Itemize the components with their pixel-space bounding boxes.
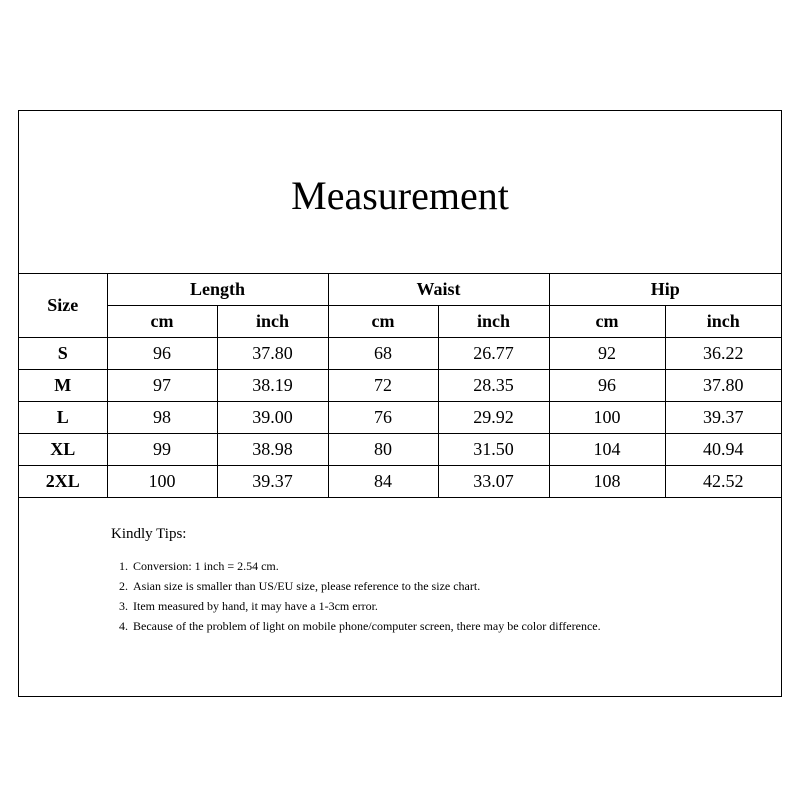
measurement-cell: 98	[107, 402, 217, 434]
table-row	[19, 370, 781, 402]
measurement-cell: 37.80	[665, 370, 781, 402]
measurement-cell: 39.00	[217, 402, 328, 434]
unit-header: cm	[549, 306, 665, 338]
measurement-cell: 72	[328, 370, 438, 402]
measurement-cell: 97	[107, 370, 217, 402]
measurement-cell: 80	[328, 434, 438, 466]
measurement-cell: 92	[549, 338, 665, 370]
measurement-cell: 99	[107, 434, 217, 466]
size-chart-card	[18, 110, 782, 697]
measurement-cell: 33.07	[438, 466, 549, 498]
table-row	[19, 402, 781, 434]
tips-list	[111, 556, 631, 636]
size-header: Size	[19, 274, 107, 338]
measurement-cell: 76	[328, 402, 438, 434]
tip-item: 3. Item measured by hand, it may have a 1-3cm error.	[131, 596, 631, 616]
measurement-cell: 28.35	[438, 370, 549, 402]
size-cell: L	[19, 402, 107, 434]
unit-header: inch	[438, 306, 549, 338]
measurement-cell: 39.37	[665, 402, 781, 434]
measurement-cell: 31.50	[438, 434, 549, 466]
measurement-cell: 37.80	[217, 338, 328, 370]
measurement-cell: 36.22	[665, 338, 781, 370]
size-cell: 2XL	[19, 466, 107, 498]
group-header-length: Length	[107, 274, 328, 306]
unit-header: inch	[665, 306, 781, 338]
unit-header: cm	[328, 306, 438, 338]
unit-header-row	[19, 306, 781, 338]
table-row	[19, 338, 781, 370]
size-cell: XL	[19, 434, 107, 466]
measurement-cell: 104	[549, 434, 665, 466]
tip-item: 2. Asian size is smaller than US/EU size, please reference to the size chart.	[131, 576, 631, 596]
tip-item: 4. Because of the problem of light on mobile phone/computer screen, there may be color difference.	[131, 616, 631, 636]
measurement-cell: 68	[328, 338, 438, 370]
measurement-cell: 29.92	[438, 402, 549, 434]
table-row	[19, 434, 781, 466]
measurement-cell: 100	[549, 402, 665, 434]
measurement-cell: 96	[549, 370, 665, 402]
measurement-cell: 84	[328, 466, 438, 498]
measurement-cell: 42.52	[665, 466, 781, 498]
measurement-cell: 100	[107, 466, 217, 498]
tips-section	[111, 524, 631, 636]
measurement-cell: 39.37	[217, 466, 328, 498]
group-header-row	[19, 274, 781, 306]
page-title: Measurement	[291, 172, 509, 218]
size-cell: S	[19, 338, 107, 370]
measurement-cell: 108	[549, 466, 665, 498]
tips-title: Kindly Tips:	[111, 526, 187, 542]
measurement-cell: 40.94	[665, 434, 781, 466]
measurement-cell: 96	[107, 338, 217, 370]
measurement-cell: 26.77	[438, 338, 549, 370]
size-cell: M	[19, 370, 107, 402]
group-header-waist: Waist	[328, 274, 549, 306]
group-header-hip: Hip	[549, 274, 781, 306]
tip-item: 1. Conversion: 1 inch = 2.54 cm.	[131, 556, 631, 576]
measurement-cell: 38.19	[217, 370, 328, 402]
table-row	[19, 466, 781, 498]
unit-header: inch	[217, 306, 328, 338]
size-table	[19, 273, 781, 498]
unit-header: cm	[107, 306, 217, 338]
measurement-cell: 38.98	[217, 434, 328, 466]
